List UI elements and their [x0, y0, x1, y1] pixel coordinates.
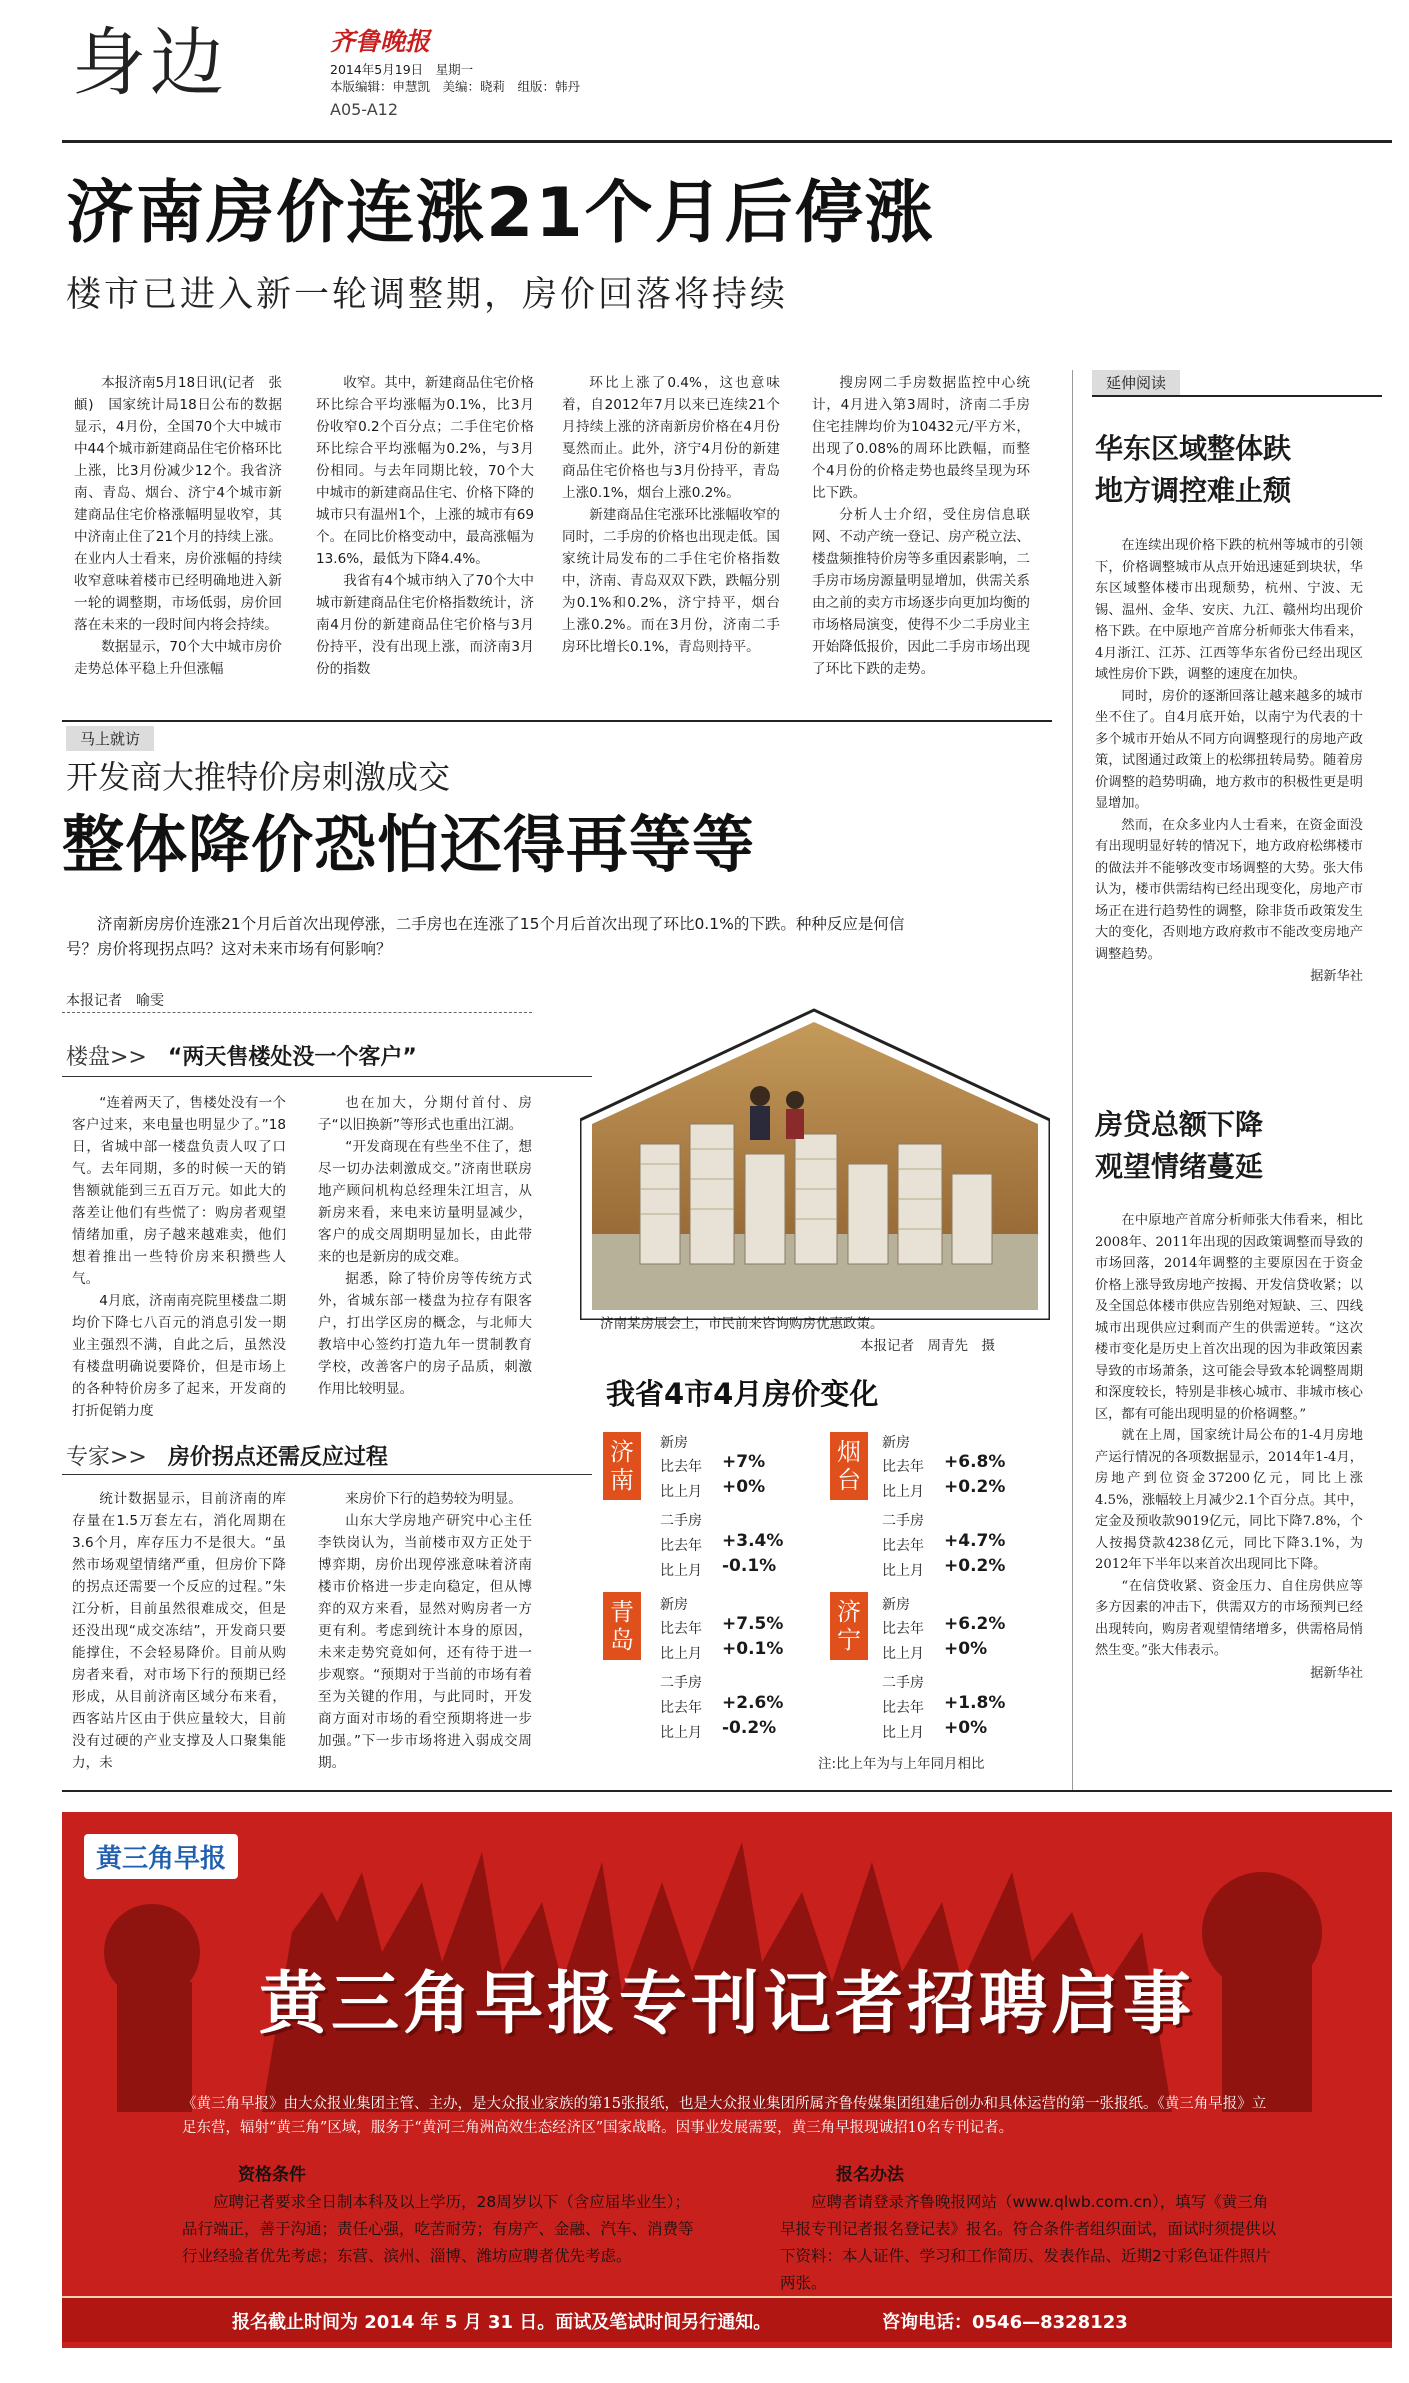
- section2-label: 专家>>: [66, 1445, 147, 1470]
- sidebar-story1-body: 在连续出现价格下跌的杭州等城市的引领下，价格调整城市从点开始迅速延到块状，华东区域整体楼市出现颓势，杭州、宁波、无锡、温州、金华、安庆、九江、赣州均出现价格下跌。在中原地产首席分析师张大伟看来，4月浙江、江苏、江西等华东省份已经出现区域性房价下跌，调整的速度在加快。 同时，房价的逐渐回落让越来越多的城市坐不住了。自4月底开始，以南宁为代表的十多个城市开始从不同方向调整现行的房地产政策，试图通过政策上的松绑扭转局势。随着房价调整的趋势明确，地方救市的积极性更是明显增加。 然而，在众多业内人士看来，在资金面没有出现明显好转的情况下，地方政府松绑楼市的做法并不能够改变市场调整的大势。张大伟认为，楼市供需结构已经出现变化，房地产市场正在进行趋势性的调整，除非货币政策发生大的变化，否则地方政府救市不能改变房地产调整趋势。 据新华社: [1095, 538, 1363, 984]
- ad-logo: [84, 1834, 238, 1879]
- feature-tag-bar: 马上就访: [62, 720, 1052, 751]
- section2-col-2: 来房价下行的趋势较为明显。 山东大学房地产研究中心主任李铁岗认为，当前楼市双方正处于博弈期，房价出现停涨意味着济南楼市价格进一步走向稳定，但从博弈的双方来看，显然对购房者一方更有利。考虑到统计本身的原因，未来走势究竟如何，还有待于进一步观察。“预期对于当前的市场有着至为关键的作用，与此同时，开发商方面对市场的看空预期将进一步加强。”下一步市场将进入弱成交周期。: [318, 1491, 532, 1771]
- ad-deadline: 报名截止时间为 2014 年 5 月 31 日。面试及笔试时间另行通知。: [232, 2312, 772, 2333]
- section2-rule: [62, 1474, 592, 1475]
- ad-phone: 咨询电话：0546—8328123: [882, 2312, 1128, 2333]
- section2-col-1: 统计数据显示，目前济南的库存量在1.5万套左右，消化周期在3.6个月，库存压力不是很大。“虽然市场观望情绪严重，但房价下降的拐点还需要一个反应的过程。”朱江分析，目前虽然很难成交，但是还没出现“成交冻结”，开发商只要能撑住，不会轻易降价。目前从购房者来看，对市场下行的预期已经形成，从目前济南区域分布来看，西客站片区由于供应量较大，目前没有过硬的产业支撑及人口聚集能力，未: [72, 1491, 286, 1771]
- sidebar-tag: 延伸阅读: [1092, 370, 1382, 397]
- section2-header: [66, 1440, 388, 1471]
- city-badge: 青岛: [603, 1592, 641, 1660]
- editors-line: 本版编辑：申慧凯 美编：晓莉 组版：韩丹: [330, 79, 581, 94]
- lead-col-4: 搜房网二手房数据监控中心统计，4月进入第3周时，济南二手房住宅挂牌均价为10432元/平方米，出现了0.08%的周环比跌幅，而整个4月份的价格走势也最终呈现为环比下跌。 分析人士介绍，受住房信息联网、不动产统一登记、房产税立法、楼盘频推特价房等多重因素影响，二手房市场房源量明显增加，供需关系由之前的卖方市场逐步向更加均衡的市场格局演变，使得不少二手房业主开始降低报价，因此二手房市场出现了环比下跌的走势。: [812, 375, 1030, 677]
- ad-requirements: [182, 2160, 702, 2270]
- sidebar-story2-source: 据新华社: [1310, 1665, 1363, 1681]
- city-badge: 济南: [603, 1432, 641, 1500]
- lead-col-1: 本报济南5月18日讯(记者 张頔) 国家统计局18日公布的数据显示，4月份，全国70个大中城市中44个城市新建商品住宅价格环比上涨，比3月份减少12个。我省济南、青岛、烟台、济宁4个城市新建商品住宅价格涨幅明显收窄，其中济南止住了21个月的持续上涨。在业内人士看来，房价涨幅的持续收窄意味着楼市已经明确地进入新一轮的调整期，市场低弱，房价回落在未来的一段时间内将会持续。 数据显示，70个大中城市房价走势总体平稳上升但涨幅: [74, 375, 282, 677]
- recruitment-ad: [62, 1812, 1392, 2348]
- stats-title: 我省4市4月房价变化: [606, 1377, 879, 1411]
- ad-apply-text: 应聘者请登录齐鲁晚报网站（www.qlwb.com.cn），填写《黄三角早报专刊记者报名登记表》报名。符合条件者组织面试，面试时须提供以下资料：本人证件、学习和工作简历、发表作品、近期2寸彩色证件照片两张。: [780, 2193, 1277, 2292]
- lead-subhead: 楼市已进入新一轮调整期，房价回落将持续: [66, 275, 789, 315]
- ad-headline: 黄三角早报专刊记者招聘启事: [258, 1965, 1195, 2044]
- photo-caption: 济南某房展会上，市民前来咨询购房优惠政策。: [600, 1316, 884, 1332]
- sidebar-story2-title: 房贷总额下降 观望情绪蔓延: [1095, 1108, 1264, 1183]
- section-title: 身边: [72, 20, 228, 106]
- city-badge: 济宁: [830, 1592, 868, 1660]
- ad-req-text: 应聘记者要求全日制本科及以上学历，28周岁以下（含应届毕业生）；品行端正，善于沟通；责任心强，吃苦耐劳；有房产、金融、汽车、消费等行业经验者优先考虑；东营、滨州、淄博、潍坊应聘者优先考虑。: [182, 2193, 694, 2265]
- section1-header: [66, 1040, 417, 1071]
- byline-rule: [62, 1012, 532, 1013]
- sidebar-story1-source: 据新华社: [1310, 969, 1363, 984]
- sidebar-story2-body: 在中原地产首席分析师张大伟看来，相比2008年、2011年出现的因政策调整而导致的市场回落，2014年调整的主要原因在于资金价格上涨导致房地产按揭、开发信贷收紧；以及全国总体楼市供应告别绝对短缺、三、四线城市出现供应过剩而产生的供需逆转。“这次楼市变化是历史上首次出现的因为非政策因素导致的市场萧条，这可能会导致本轮调整周期和深度较长，特别是非核心城市、非城市核心区，都有可能出现明显的价格调整。” 就在上周，国家统计局公布的1-4月房地产运行情况的各项数据显示，2014年1-4月，房地产到位资金37200亿元，同比上涨4.5%，涨幅较上月减少2.1个百分点。其中，定金及预收款9019亿元，同比下降7.8%，个人按揭贷款4238亿元，同比下降3.1%，为2012年下半年以来首次出现同比下降。 “在信贷收紧、资金压力、自住房供应等多方因素的冲击下，供需双方的市场预判已经出现转向，购房者观望情绪增多，供需格局悄然生变。”张大伟表示。 据新华社: [1095, 1213, 1363, 1681]
- ad-footer-bar: [62, 2296, 1392, 2342]
- ad-req-title: 资格条件: [238, 2165, 306, 2185]
- section1-col-1: “连着两天了，售楼处没有一个客户过来，来电量也明显少了。”18日，省城中部一楼盘负责人叹了口气。去年同期，多的时候一天的销售额就能到三五百万元。如此大的落差让他们有些慌了：购房者观望情绪加重，房子越来越难卖，他们想着推出一些特价房来积攒些人气。 4月底，济南南亮院里楼盘二期均价下降七八百元的消息引发一期业主强烈不满，自此之后，虽然没有楼盘明确说要降价，但是市场上的各种特价房多了起来，开发商的打折促销力度: [72, 1095, 286, 1419]
- section1-rule: [62, 1076, 592, 1077]
- feature-intro: 济南新房房价连涨21个月后首次出现停涨，二手房也在连涨了15个月后首次出现了环比0.1%的下跌。种种反应是何信号？房价将现拐点吗？这对未来市场有何影响？: [66, 915, 905, 958]
- ad-apply: [780, 2160, 1280, 2297]
- section1-col-2: 也在加大，分期付首付、房子“以旧换新”等形式也重出江湖。 “开发商现在有些坐不住了，想尽一切办法刺激成交。”济南世联房地产顾问机构总经理朱江坦言，从新房来看，来电来访量明显减少，客户的成交周期明显加长，由此带来的也是新房的成交难。 据悉，除了特价房等传统方式外，省城东部一楼盘为拉存有限客户，打出学区房的概念，与北师大教培中心签约打造九年一贯制教育学校，改善客户的房子品质，刺激作用比较明显。: [318, 1095, 532, 1397]
- feature-headline: 整体降价恐怕还得再等等: [62, 808, 756, 881]
- house-photo-frame: [580, 1004, 1050, 1320]
- section1-label: 楼盘>>: [66, 1045, 147, 1070]
- feature-kicker: 开发商大推特价房刺激成交: [66, 758, 451, 796]
- lead-col-2: 收窄。其中，新建商品住宅价格环比综合平均涨幅为0.1%，比3月份收窄0.2个百分点；二手住宅价格环比综合平均涨幅为0.2%，与3月份相同。与去年同期比较，70个大中城市的新建商品住宅、价格下降的城市只有温州1个，上涨的城市有69个。在同比价格变动中，最高涨幅为13.6%，最低为下降4.4%。 我省有4个城市纳入了70个大中城市新建商品住宅价格指数统计，济南4月份的新建商品住宅价格与3月份持平，没有出现上涨，而济南3月份的指数: [316, 375, 534, 677]
- city-badge: 烟台: [830, 1432, 868, 1500]
- paper-logo: 齐鲁晚报: [330, 27, 431, 56]
- ad-apply-title: 报名办法: [836, 2165, 904, 2185]
- lead-headline: 济南房价连涨21个月后停涨: [66, 174, 935, 253]
- masthead-rule: [62, 140, 1392, 143]
- ad-logo-text: 黄三角早报: [96, 1844, 227, 1874]
- date-line: 2014年5月19日 星期一: [330, 62, 474, 77]
- ad-intro: 《黄三角早报》由大众报业集团主管、主办，是大众报业家族的第15张报纸，也是大众报业集团所属齐鲁传媒集团组建后创办和具体运营的第一张报纸。《黄三角早报》立足东营，辐射“黄三角”区域，服务于“黄河三角洲高效生态经济区”国家战略。因事业发展需要，黄三角早报现诚招10名专刊记者。: [182, 2096, 1267, 2136]
- pre-ad-rule: [62, 1790, 1392, 1792]
- feature-byline: 本报记者 喻雯: [66, 993, 164, 1009]
- sidebar-story1-title: 华东区域整体趺 地方调控难止颓: [1095, 432, 1292, 507]
- section1-title: “两天售楼处没一个客户”: [167, 1045, 417, 1070]
- lead-col-3: 环比上涨了0.4%，这也意味着，自2012年7月以来已连续21个月持续上涨的济南新房价格在4月份戛然而止。此外，济宁4月份的新建商品住宅价格也与3月份持平，青岛上涨0.1%，烟台上涨0.2%。 新建商品住宅涨环比涨幅收窄的同时，二手房的价格也出现走低。国家统计局发布的二手住宅价格指数中，济南、青岛双双下跌，跌幅分别为0.1%和0.2%，济宁持平，烟台上涨0.2%。而在3月份，济南二手房环比增长0.1%，青岛则持平。: [562, 375, 780, 655]
- photo-credit: 本报记者 周青先 摄: [860, 1338, 995, 1354]
- section2-title: 房价拐点还需反应过程: [167, 1445, 388, 1470]
- stats-note: 注:比上年为与上年同月相比: [818, 1756, 985, 1772]
- sidebar-divider: [1072, 370, 1073, 1790]
- page-range: A05-A12: [330, 100, 399, 119]
